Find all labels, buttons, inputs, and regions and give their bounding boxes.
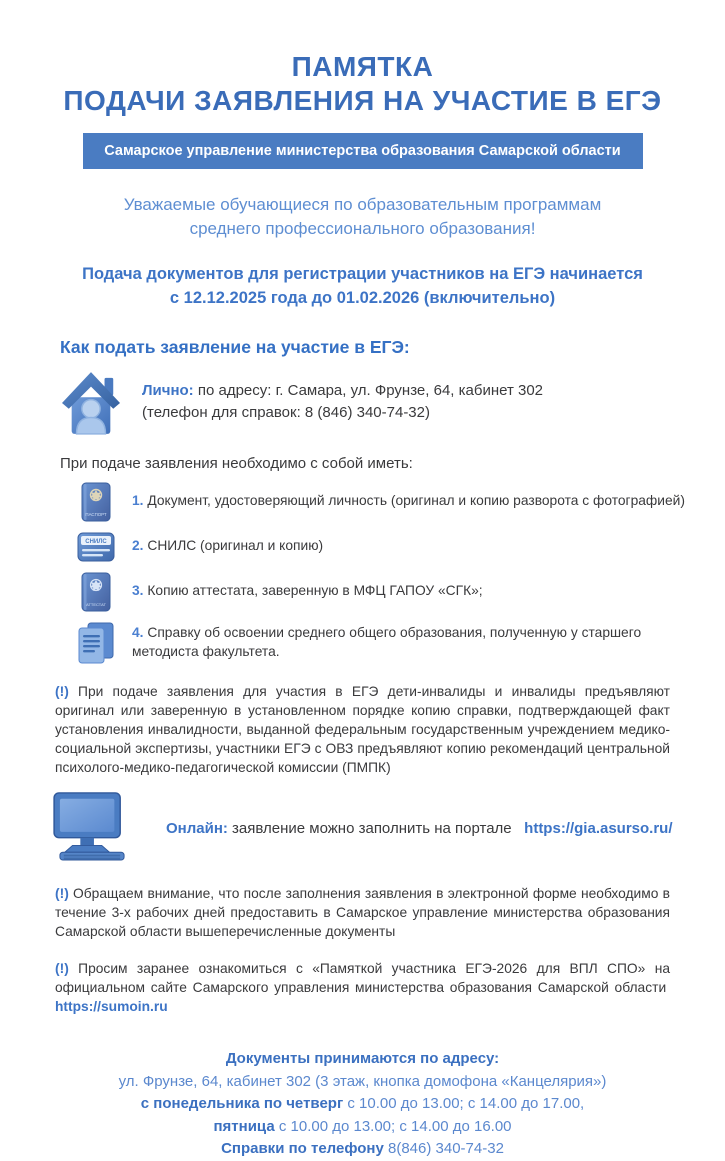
announcement-line2: с 12.12.2025 года до 01.02.2026 (включительно) (169, 288, 556, 307)
footer-schedule-friday: пятница с 10.00 до 13.00; с 14.00 до 16.00 (213, 1117, 512, 1135)
footer-phone: Справки по телефону 8(846) 340-74-32 (221, 1140, 504, 1158)
page-title (0, 50, 725, 118)
svg-text:ПАСПОРТ: ПАСПОРТ (85, 511, 107, 517)
how-to-apply-heading: Как подать заявление на участие в ЕГЭ: (60, 336, 410, 357)
footer-schedule-weekdays: с понедельника по четверг с 10.00 до 13.00; с 14.00 до 17.00, (140, 1095, 585, 1113)
page-title-line1: ПАМЯТКА (291, 51, 434, 82)
attention-marker: (!) (55, 961, 69, 976)
in-person-section (62, 368, 725, 443)
house-icon (62, 368, 120, 443)
passport-icon (76, 482, 116, 522)
online-label: Онлайн: (166, 819, 228, 837)
announcement-line1: Подача документов для регистрации участников на ЕГЭ начинается (82, 264, 643, 283)
computer-icon (48, 791, 136, 866)
in-person-address: по адресу: г. Самара, ул. Фрунзе, 64, кабинет 302 (197, 381, 544, 399)
list-item-snils (76, 532, 725, 562)
note-disability: (!) При подаче заявления для участия в ЕГЭ дети-инвалиды и инвалиды предъявляют оригинал или заверенную в установленном порядке копию справки, подтверждающей факт установления инвалидности, выданной федеральным государственным учреждением медико-социальной экспертизы, участники ЕГЭ с ОВЗ предъявляют копию рекомендаций центральной психолого-медико-педагогической комиссии (ПМПК) (55, 683, 670, 775)
note-electronic-form: (!) Обращаем внимание, что после заполнения заявления в электронной форме необходимо в течение 3-х рабочих дней предоставить в Самарское управление министерства образования Самарской области вышеперечисленные документы (55, 885, 670, 939)
item-number: 1. (132, 493, 144, 509)
list-item-passport (76, 482, 725, 522)
svg-text:АТТЕСТАТ: АТТЕСТАТ (86, 601, 106, 607)
item-number: 2. (132, 538, 144, 554)
org-banner-text: Самарское управление министерства образования Самарской области (104, 143, 621, 160)
in-person-text (142, 380, 543, 425)
online-text: Онлайн: заявление можно заполнить на портале https://gia.asurso.ru/ (166, 819, 673, 837)
in-person-label: Лично: (142, 381, 194, 399)
item-number: 3. (132, 583, 144, 599)
page-title-line2: ПОДАЧИ ЗАЯВЛЕНИЯ НА УЧАСТИЕ В ЕГЭ (63, 85, 662, 117)
greeting-line2: среднего профессионального образования! (189, 219, 536, 239)
list-item-certificate (76, 622, 725, 664)
attention-marker: (!) (55, 885, 69, 901)
snils-icon (76, 532, 116, 562)
footer-address: ул. Фрунзе, 64, кабинет 302 (3 этаж, кнопка домофона «Канцелярия») (118, 1072, 607, 1090)
documents-intro: При подаче заявления необходимо с собой иметь: (60, 454, 413, 472)
in-person-phone: (телефон для справок: 8 (846) 340-74-32) (142, 404, 430, 422)
org-banner (83, 133, 643, 169)
greeting-text (0, 193, 725, 241)
list-item-text: 2. СНИЛС (оригинал и копию) (132, 538, 324, 554)
registration-period-announcement (0, 263, 725, 311)
online-section (48, 791, 725, 866)
gia-portal-link[interactable]: https://gia.asurso.ru/ (524, 819, 673, 837)
svg-text:СНИЛС: СНИЛС (85, 538, 107, 545)
attention-marker: (!) (55, 683, 69, 699)
item-number: 4. (132, 625, 144, 641)
acceptance-address-block (0, 1048, 725, 1161)
note-memo-site: (!) Просим заранее ознакомиться с «Памяткой участника ЕГЭ-2026 для ВПЛ СПО» на официальном сайте Самарского управления министерства образования Самарской области https://sumoin.ru (55, 961, 670, 1015)
list-item-text: 3. Копию аттестата, заверенную в МФЦ ГАПОУ «СГК»; (132, 583, 483, 599)
list-item-attestat (76, 572, 725, 612)
attestat-icon (76, 572, 116, 612)
list-item-text: 4. Справку об освоении среднего общего образования, полученную у старшего методиста факультета. (132, 625, 642, 659)
sumoin-site-link[interactable]: https://sumoin.ru (55, 999, 168, 1015)
documents-icon (76, 622, 116, 664)
greeting-line1: Уважаемые обучающиеся по образовательным программам (123, 195, 602, 215)
list-item-text: 1. Документ, удостоверяющий личность (оригинал и копию разворота с фотографией) (132, 493, 685, 509)
footer-heading: Документы принимаются по адресу: (225, 1050, 500, 1068)
